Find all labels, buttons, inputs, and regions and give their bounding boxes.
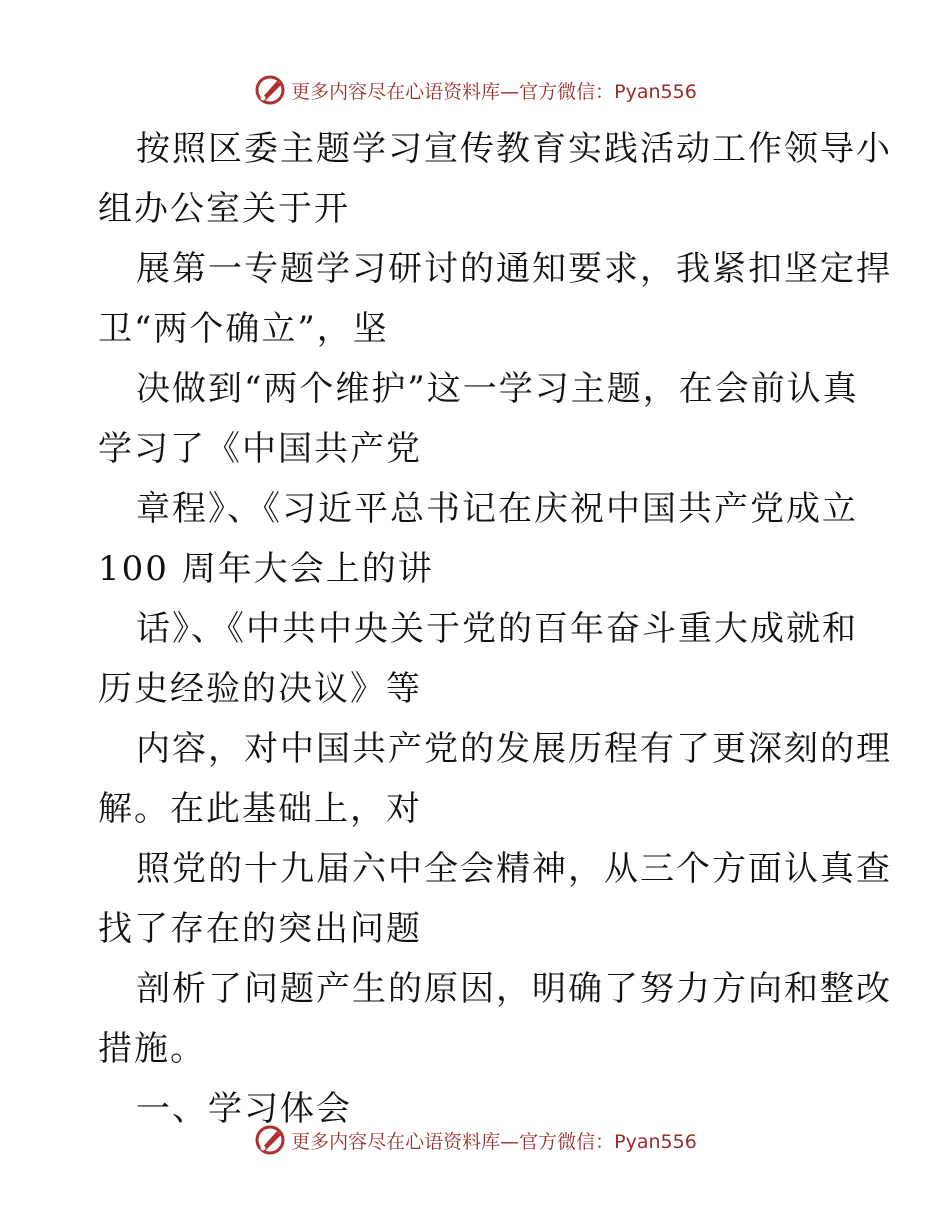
- pen-logo-icon: [253, 1123, 287, 1157]
- text-line: 话》、《中共中央关于党的百年奋斗重大成就和: [136, 609, 858, 649]
- text-line: 照党的十九届六中全会精神，从三个方面认真查: [136, 849, 892, 889]
- header-banner: [0, 70, 950, 110]
- footer-banner: [0, 1120, 950, 1160]
- text-line: 组办公室关于开: [98, 189, 350, 229]
- document-body: [98, 119, 892, 1139]
- text-line: 找了存在的突出问题: [98, 909, 422, 949]
- text-line: 按照区委主题学习宣传教育实践活动工作领导小: [136, 129, 892, 169]
- text-line: 卫“两个确立”，坚: [98, 309, 389, 349]
- text-line: 历史经验的决议》等: [98, 669, 422, 709]
- text-line: 内容，对中国共产党的发展历程有了更深刻的理: [136, 729, 892, 769]
- text-line: 展第一专题学习研讨的通知要求，我紧扣坚定捍: [136, 249, 892, 289]
- banner-text: 更多内容尽在心语资料库—官方微信：Pyan556: [291, 80, 697, 103]
- text-line: 剖析了问题产生的原因，明确了努力方向和整改: [136, 969, 892, 1009]
- banner-text: 更多内容尽在心语资料库—官方微信：Pyan556: [291, 1130, 697, 1153]
- text-line: 学习了《中国共产党: [98, 429, 422, 469]
- text-line: 决做到“两个维护”这一学习主题，在会前认真: [136, 369, 859, 409]
- text-line: 解。在此基础上，对: [98, 789, 422, 829]
- text-line: 100 周年大会上的讲: [98, 549, 434, 589]
- text-line: 一、学习体会: [136, 1089, 352, 1129]
- pen-logo-icon: [253, 73, 287, 107]
- text-line: 措施。: [98, 1029, 206, 1069]
- text-line: 章程》、《习近平总书记在庆祝中国共产党成立: [136, 489, 858, 529]
